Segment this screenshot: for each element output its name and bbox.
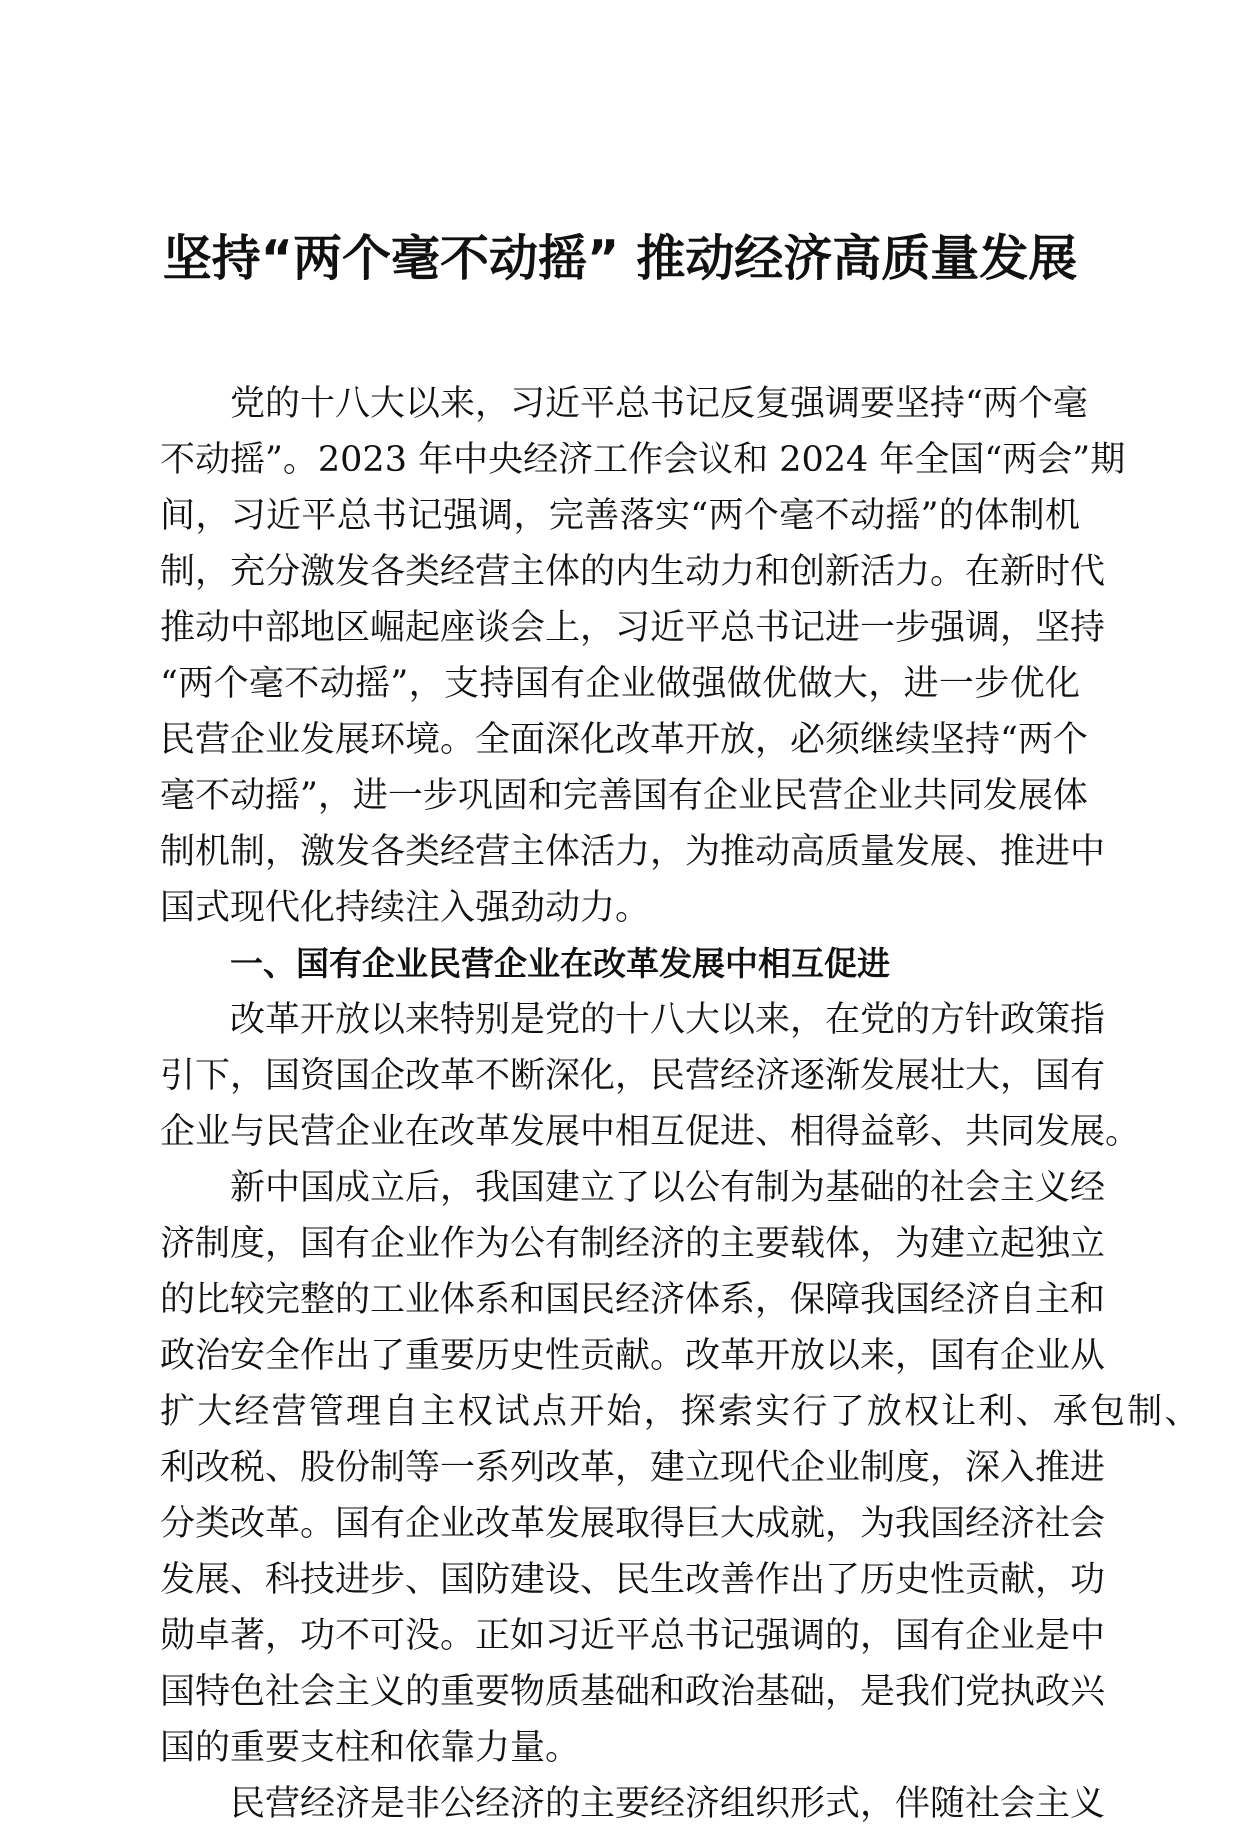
text-line: 制机制，激发各类经营主体活力，为推动高质量发展、推进中 — [160, 832, 1106, 872]
text-line: 济制度，国有企业作为公有制经济的主要载体，为建立起独立 — [160, 1224, 1106, 1264]
text-line: 新中国成立后，我国建立了以公有制为基础的社会主义经 — [230, 1168, 1106, 1208]
paragraph-intro — [160, 376, 1126, 936]
text-line: 利改税、股份制等一系列改革，建立现代企业制度，深入推进 — [160, 1448, 1106, 1488]
text-line: 企业与民营企业在改革发展中相互促进、相得益彰、共同发展。 — [160, 1112, 1141, 1152]
text-line: 扩大经营管理自主权试点开始，探索实行了放权让利、承包制、 — [160, 1392, 1202, 1432]
text-line: 推动中部地区崛起座谈会上，习近平总书记进一步强调，坚持 — [160, 608, 1106, 648]
document-title: 坚持“两个毫不动摇” 推动经济高质量发展 — [162, 230, 1078, 287]
text-line: 引下，国资国企改革不断深化，民营经济逐渐发展壮大，国有 — [160, 1056, 1106, 1096]
text-line: 勋卓著，功不可没。正如习近平总书记强调的，国有企业是中 — [160, 1616, 1106, 1656]
paragraph-reform — [160, 992, 1141, 1160]
text-line: 党的十八大以来，习近平总书记反复强调要坚持“两个毫 — [230, 384, 1088, 424]
text-line: 民营企业发展环境。全面深化改革开放，必须继续坚持“两个 — [160, 720, 1088, 760]
text-line: 发展、科技进步、国防建设、民生改善作出了历史性贡献，功 — [160, 1560, 1106, 1600]
text-line: 国特色社会主义的重要物质基础和政治基础，是我们党执政兴 — [160, 1672, 1106, 1712]
text-line: 改革开放以来特别是党的十八大以来，在党的方针政策指 — [230, 1000, 1106, 1040]
text-line: 制，充分激发各类经营主体的内生动力和创新活力。在新时代 — [160, 552, 1106, 592]
text-line: 民营经济是非公经济的主要经济组织形式，伴随社会主义 — [230, 1784, 1106, 1824]
paragraph-state-enterprises — [160, 1160, 1202, 1776]
text-line: 国的重要支柱和依靠力量。 — [160, 1728, 581, 1768]
text-line: 不动摇”。2023 年中央经济工作会议和 2024 年全国“两会”期 — [160, 440, 1126, 480]
text-line: 分类改革。国有企业改革发展取得巨大成就，为我国经济社会 — [160, 1504, 1106, 1544]
text-line: “两个毫不动摇”，支持国有企业做强做优做大，进一步优化 — [160, 664, 1080, 704]
heading-text: 一、国有企业民营企业在改革发展中相互促进 — [230, 944, 890, 983]
text-line: 间，习近平总书记强调，完善落实“两个毫不动摇”的体制机 — [160, 496, 1080, 536]
text-line: 政治安全作出了重要历史性贡献。改革开放以来，国有企业从 — [160, 1336, 1106, 1376]
section-heading — [160, 936, 1080, 992]
text-line: 的比较完整的工业体系和国民经济体系，保障我国经济自主和 — [160, 1280, 1106, 1320]
text-line: 国式现代化持续注入强劲动力。 — [160, 888, 651, 928]
paragraph-private-economy — [160, 1776, 1106, 1832]
text-line: 毫不动摇”，进一步巩固和完善国有企业民营企业共同发展体 — [160, 776, 1088, 816]
document-body — [160, 376, 1202, 1832]
